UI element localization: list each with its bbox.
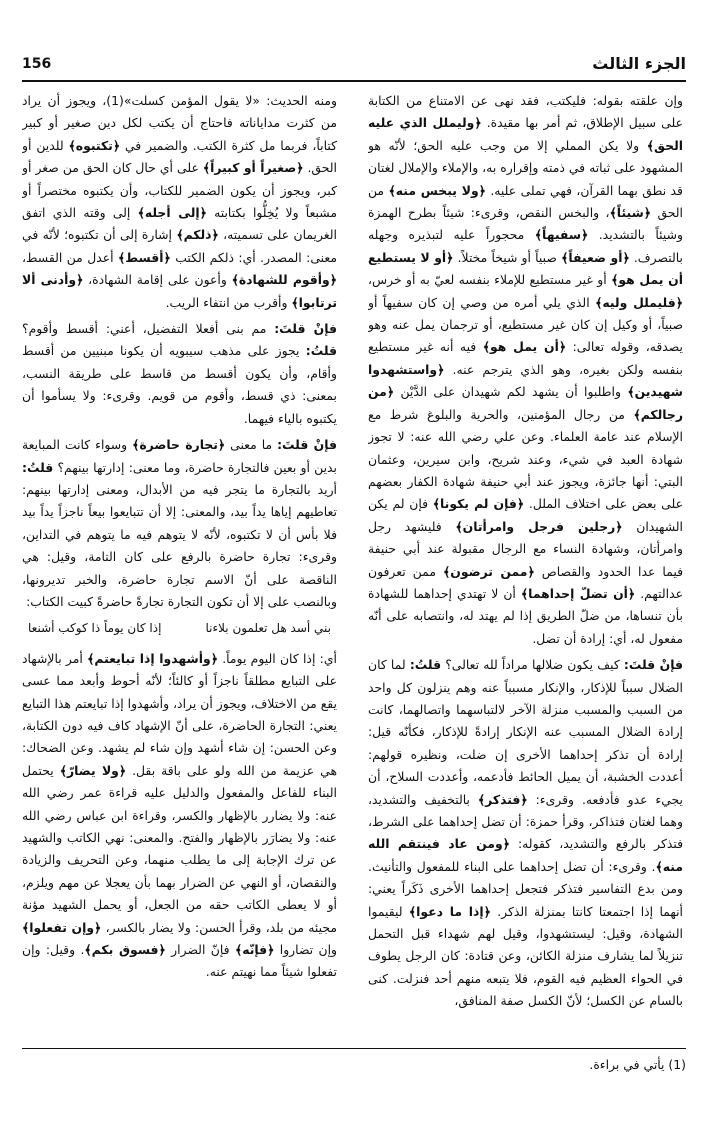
text-run: فإنّ الضرار (165, 942, 235, 958)
footnote: (1) يأتي في براءة. (589, 1057, 686, 1072)
text-run: ليقيموا الشهادة، وقيل: ليستشهدوا، وقيل لهم شهداء قبل التحمل تنزيلاً لما يشارف منزلة الكائن، وعن قتادة: كان الرجل يطوف في الحواء العظيم فيه القوم، فلا يتبعه منهم أحد فنزلت. كنى بالسام عن الكسل؛ لأنّ الكسل صفة المنافق، (368, 903, 683, 1009)
text-run: للدين أو الحق. (22, 137, 337, 176)
bold-phrase: ﴿إذا ما دعوا﴾ (408, 903, 491, 919)
verse-line (22, 617, 337, 639)
text-run: مم بنى أفعلا التفضيل، أعني: أقسط وأقوم؟ (22, 321, 275, 337)
text-run: وأقرب من انتفاء الريب. (165, 294, 292, 310)
text-run: وإن تضاروا (274, 942, 337, 958)
text-run: أعدل من القسط، (22, 249, 119, 265)
paragraph (368, 90, 683, 650)
bold-phrase: ﴿سفيهاً﴾ (534, 227, 589, 243)
bold-phrase: قلتُ: (409, 657, 442, 673)
bold-phrase: فإنْ قلتَ: (623, 657, 683, 673)
text-run: أو غير مستطيع للإملاء بنفسه لعيّ به أو خرس، (368, 272, 612, 288)
text-run: ما معنى (225, 437, 278, 453)
bold-phrase: ﴿وأدنى ألا ترتابوا﴾ (22, 272, 337, 310)
bold-phrase: ﴿أو لا يستطيع أن يمل هو﴾ (368, 249, 683, 288)
text-run: بالتخفيف والتشديد، وهما لغتان فتذاكر، وقرأ حمزة: أن تضل إحداهما على الشرط، فتذكر بالرفع والتشديد، كقوله: (368, 791, 683, 852)
text-run: أمر بالإشهاد على التبايع مطلقاً ناجزاً أو كالئاً؛ لأنّه أحوط وأبعد مما عسى يقع من الاختلاف، ويجوز أن يراد، وأشهدوا إذا تبايعتم هذا التبايع يعني: التجارة الحاضرة، على أنّ الإشهاد كاف فيه دون الكتابة، وعن الحسن: إن شاء أشهد وإن شاء لم يشهد. وعن الضحاك: هي عزيمة من الله ولو على باقة بقل. (22, 650, 337, 778)
text-run: واطلبوا أن يشهد لكم شهيدان على الدَّيْن (394, 384, 628, 400)
paragraph (22, 90, 337, 314)
verse-hemistich: بني أسد هل تعلمون بلاءنا (205, 621, 331, 636)
bold-phrase: فإنْ قلتَ: (277, 437, 337, 453)
bold-phrase: ﴿رجلين فرجل وامرأتان﴾ (455, 518, 623, 534)
bold-phrase: ﴿ذلكم﴾ (176, 227, 219, 243)
bold-phrase: ﴿أن تضلّ إحداهما﴾ (520, 585, 636, 601)
left-column (22, 90, 337, 1035)
text-run: صبياً أو شيخاً مختلاً. (453, 249, 562, 265)
bold-phrase: ﴿وأقوم للشهادة﴾ (231, 272, 337, 288)
text-run: يحتمل البناء للفاعل والمفعول والدليل عليه قراءة عمر رضي الله عنه: ولا يضارر بالإظهار والكسر، وقراءة ابن عباس رضي الله عنه: ولا يضارَر بالإظهار والفتح. والمعنى: نهي الكاتب والشهيد عن ترك الإجابة إلى ما يطلب منهما، وعن التحريف والزيادة والنقصان، أو النهي عن الضرار بهما بأن يعجلا عن مهم ويلزم، أو لا يعطى الكاتب حقه من الجعل، أو يحمل الشهيد مؤنة مجيئه من بلد، وقرأ الحسن: ولا يضار بالكسر، (22, 762, 337, 935)
text-run: إلى وقته الذي اتفق الغريمان على تسميته، (22, 205, 337, 243)
text-run: أن لا تهتدي إحداهما للشهادة بأن تنساها، من ضلّ الطريق إذا لم يهتد له، وانتصابه على أنّه مفعول له، أي: إرادة أن تضل. (368, 585, 683, 646)
bold-phrase: ﴿ومن عاد فينتقم الله منه﴾ (368, 836, 683, 874)
bold-phrase: ﴿إلى أجله﴾ (137, 205, 207, 221)
bold-phrase: ﴿أقسط﴾ (118, 249, 171, 265)
text-run: إشارة إلى أن تكتبوه؛ لأنّه في معنى: المصدر. أي: ذلكم الكتب (22, 227, 337, 265)
text-run: . وقرىء: أن تضل إحداهما على البناء للمفعول والتأنيث. ومن بدع التفاسير فتذكر فتجعل إحداهما الأخرى ذَكَراً يعني: أنهما إذا اجتمعتا كانتا بمنزلة الذكر. (368, 858, 683, 919)
bold-phrase: ﴿وأشهدوا إذا تبايعتم﴾ (87, 650, 218, 666)
bold-phrase: ﴿أو ضعيفاً﴾ (561, 249, 630, 265)
text-run: الذي يلي أمره من وصي إن كان سفيهاً أو صبياً، أو وكيل إن كان غير مستطيع، أو ترجمان يمل عنه وهو يصدقه، وقوله تعالى: (368, 294, 683, 355)
bold-phrase: ﴿تجارة حاضرة﴾ (132, 437, 226, 453)
bold-phrase: ﴿صغيراً أو كبيراً﴾ (202, 160, 304, 176)
bold-phrase: ﴿ولا يبخس منه﴾ (388, 182, 486, 198)
text-run: محجوراً عليه لتبذيره وجهله بالتصرف. (368, 227, 683, 265)
text-run: أي: إذا كان اليوم يوماً. (217, 650, 337, 666)
text-run: ولا يكن المملي إلا من وجب عليه الحق؛ لأنّه هو المشهود على ثباته في ذمته وإقراره به، والإملاء والإملال لغتان قد نطق بهما القرآن، فهي تملى عليه. (368, 137, 683, 198)
text-run: أريد بالتجارة ما يتجر فيه من الأبدال، ومعنى إدارتها بينهم: تعاطيهم إياها يداً بيد، والمعنى: إلا أن تتبايعوا بيعاً ناجزاً يداً بيد فلا بأس أن لا تكتبوه، لأنّه لا يتوهم فيه ما يتوهم في التداين، وقرىء: تجارة حاضرة بالرفع على كان التامة، وقيل: هي الناقصة على أنّ الاسم تجارة حاضرة، والخبر تديرونها، وبالنصب على إلا أن تكون التجارة تجارةً حاضرةً كبيت الكتاب: (22, 481, 337, 609)
bold-phrase: ﴿وإن تفعلوا﴾ (22, 919, 102, 935)
text-run: فيه أنه غير مستطيع بنفسه ولكن بغيره، وهو الذي يترجم عنه. (368, 339, 683, 377)
bold-phrase: قلتُ: (22, 459, 54, 475)
bold-phrase: ﴿واستشهدوا شهيدين﴾ (368, 361, 683, 400)
header-rule (22, 80, 686, 82)
footnote-rule (22, 1048, 686, 1049)
bold-phrase: ﴿أن يمل هو﴾ (482, 339, 567, 355)
text-run: وأعون على إقامة الشهادة، (83, 272, 232, 288)
paragraph (22, 434, 337, 613)
bold-phrase: ﴿فإن لم يكونا﴾ (432, 496, 525, 512)
text-run: ممن تعرفون عدالتهم. (368, 563, 683, 601)
running-title: الجزء الثالث (592, 54, 686, 73)
page-number: 156 (22, 56, 52, 72)
paragraph (22, 318, 337, 430)
text-run: فإن لم يكن الشهيدان (368, 496, 683, 534)
text-run: على أي حال كان الحق من صغر أو كبر، ويجوز أن يكون الضمير للكتاب، وأن يكتبوه مختصراً أو مشبعاً ولا يُخِلُّوا بكتابته (22, 160, 337, 221)
bold-phrase: فإنْ قلتَ: (274, 321, 337, 337)
text-run: وإن علقته بقوله: فليكتب، فقد نهى عن الامتناع من الكتابة على سبيل الإطلاق، ثم أمر بها مقيدة. (368, 93, 683, 131)
text-run: من الحق (368, 182, 683, 221)
bold-phrase: قلتُ: (305, 343, 337, 359)
text-run: ومنه الحديث: «لا يقول المؤمن كسلت»(1)، ويجوز أن يراد من كثرت مداياناته فاحتاج أن يكتب لكل دين صغير أو كبير كتاباً، فربما مل كثرة الكتب. والضمير في (22, 93, 337, 153)
bold-phrase: ﴿من رجالكم﴾ (368, 384, 683, 422)
bold-phrase: ﴿فتذكر﴾ (477, 791, 528, 807)
page-header (22, 54, 686, 78)
bold-phrase: ﴿فليملل وليه﴾ (595, 294, 683, 310)
paragraph (368, 654, 683, 1013)
text-run: . وقيل: وإن تفعلوا شيئاً مما نهيتم عنه. (22, 942, 337, 980)
bold-phrase: ﴿فإنّه﴾ (234, 942, 275, 958)
bold-phrase: ﴿ولا يضارّ﴾ (59, 762, 127, 778)
text-run: من رجال المؤمنين، والحرية والبلوغ شرط مع الإسلام عند عامة العلماء. وعن علي رضي الله عنه: لا تجوز شهادة العبد في شيء، وعند شريح، وابن سيرين، وعثمان البتي: أنها جائزة، ويجوز عند أبي حنيفة شهادة الكفار بعضهم على بعض على اختلاف الملل. (368, 406, 683, 512)
text-run: كيف يكون ضلالها مراداً لله تعالى؟ (441, 657, 624, 673)
text-run: ، والبخس النقص، وقرىء: شيئاً بطرح الهمزة وشيئاً بالتشديد. (368, 205, 683, 243)
bold-phrase: ﴿ممن ترضون﴾ (443, 563, 535, 579)
paragraph (22, 648, 337, 984)
text-run: يجوز على مذهب سيبويه أن يكونا مبنيين من أقسط وأقام، وأن يكون أقسط من قاسط على طريقة النسب، بمعنى: ذي قسط، وأقوم من قويم. وقرىء: ولا يسأموا أن يكتبوه بالياء فيهما. (22, 343, 337, 426)
bold-phrase: ﴿وليملل الذي عليه الحق﴾ (368, 115, 683, 153)
verse-hemistich: إذا كان يوماً ذا كوكب أشنعا (28, 621, 162, 636)
bold-phrase: ﴿فسوق بكم﴾ (84, 942, 166, 958)
text-run: وسواء كانت المبايعة بدين أو بعين فالتجارة حاضرة، وما معنى: إدارتها بينهم؟ (22, 437, 337, 475)
text-run: فليشهد رجل وامرأتان، وشهادة النساء مع الرجال مقبولة عند أبي حنيفة فيما عدا الحدود والقصاص (368, 518, 683, 579)
right-column (368, 90, 683, 1035)
text-run: لما كان الضلال سبباً للإذكار، والإنكار مسبباً عنه وهم ينزلون كل واحد من السبب والمسبب منزلة الآخر لالتباسهما واتصالهما، كانت إرادة الضلال المسبب عنه الإنكار إرادةً للإذكار، فكأنّه قيل: إرادة أن تذكر إحداهما الأخرى إن ضلت، ونظيره قولهم: أعددت الخشبة، أن يميل الحائط فأدعمه، وأعددت السلاح، أن يجيء عدو فأدفعه. وقرىء: (368, 657, 683, 807)
bold-phrase: ﴿تكتبوه﴾ (68, 137, 121, 153)
bold-phrase: ﴿شيئاً﴾ (609, 205, 652, 221)
